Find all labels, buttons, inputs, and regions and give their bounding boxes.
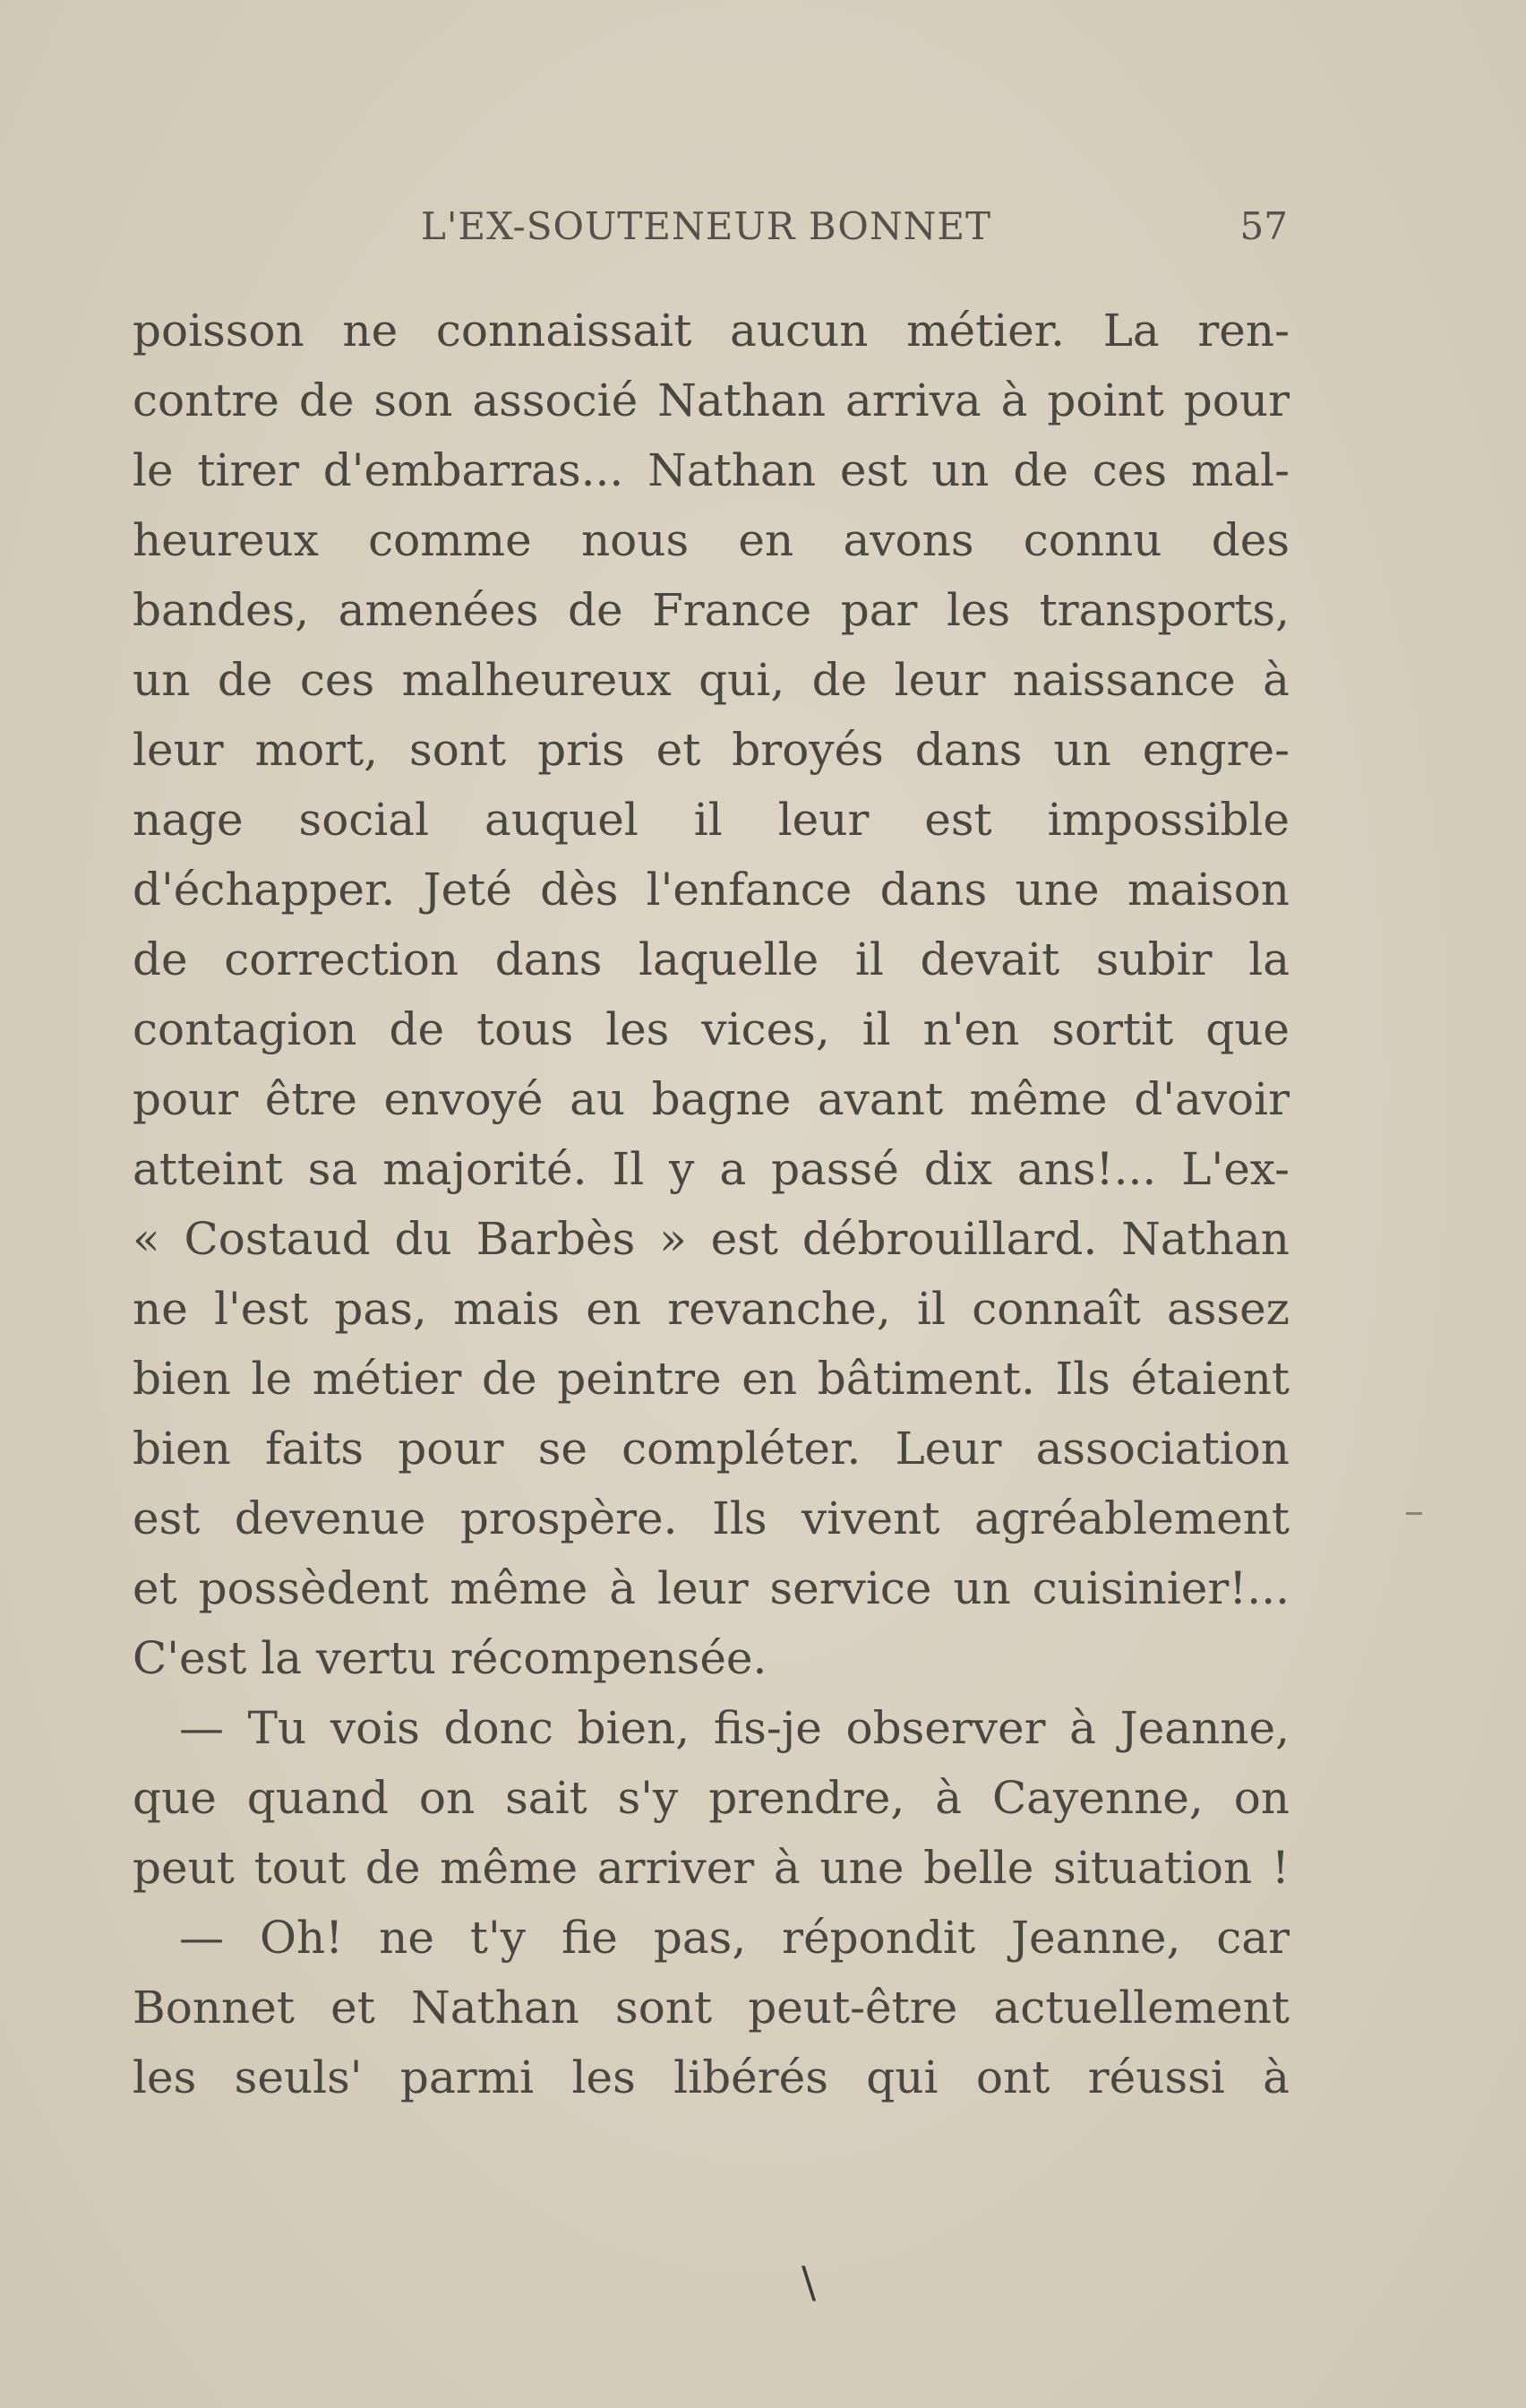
text-line: bien le métier de peintre en bâtiment. Ils étaient [133, 1353, 1290, 1405]
text-line: — Oh! ne t'y fie pas, répondit Jeanne, car [179, 1912, 1290, 1964]
text-line: que quand on sait s'y prendre, à Cayenne, on [133, 1772, 1290, 1824]
text-line: ne l'est pas, mais en revanche, il connaît assez [133, 1283, 1290, 1335]
text-line: est devenue prospère. Ils vivent agréablement [133, 1492, 1290, 1544]
text-line: « Costaud du Barbès » est débrouillard. Nathan [133, 1213, 1290, 1265]
text-line: C'est la vertu récompensée. [133, 1632, 767, 1684]
text-line: contre de son associé Nathan arriva à point pour [133, 374, 1290, 426]
text-line: de correction dans laquelle il devait subir la [133, 933, 1290, 985]
body-text [133, 296, 1290, 2112]
text-line: contagion de tous les vices, il n'en sortit que [133, 1003, 1290, 1055]
text-line: pour être envoyé au bagne avant même d'avoir [133, 1073, 1290, 1125]
page-number: 57 [1239, 204, 1288, 248]
running-title: L'EX-SOUTENEUR BONNET [421, 204, 991, 248]
text-line: le tirer d'embarras... Nathan est un de ces mal- [133, 444, 1290, 496]
text-line: d'échapper. Jeté dès l'enfance dans une maison [133, 864, 1290, 916]
text-line: bien faits pour se compléter. Leur association [133, 1423, 1290, 1475]
text-line: peut tout de même arriver à une belle situation ! [133, 1842, 1290, 1894]
text-line: un de ces malheureux qui, de leur naissance à [133, 654, 1290, 706]
text-line: les seuls' parmi les libérés qui ont réussi à [133, 2051, 1290, 2103]
margin-mark [1406, 1512, 1422, 1515]
text-line: et possèdent même à leur service un cuisinier!... [133, 1562, 1290, 1614]
text-line: — Tu vois donc bien, fis-je observer à Jeanne, [179, 1702, 1290, 1754]
text-line: Bonnet et Nathan sont peut-être actuellement [133, 1982, 1290, 2034]
text-line: atteint sa majorité. Il y a passé dix ans!... L'ex- [133, 1143, 1290, 1195]
text-line: bandes, amenées de France par les transports, [133, 584, 1290, 636]
text-line: nage social auquel il leur est impossible [133, 794, 1290, 846]
text-line: heureux comme nous en avons connu des [133, 514, 1290, 566]
stray-ink-mark: \ [802, 2258, 817, 2308]
running-head [421, 204, 1288, 258]
text-line: poisson ne connaissait aucun métier. La ren- [133, 305, 1290, 357]
text-line: leur mort, sont pris et broyés dans un engre- [133, 724, 1290, 776]
